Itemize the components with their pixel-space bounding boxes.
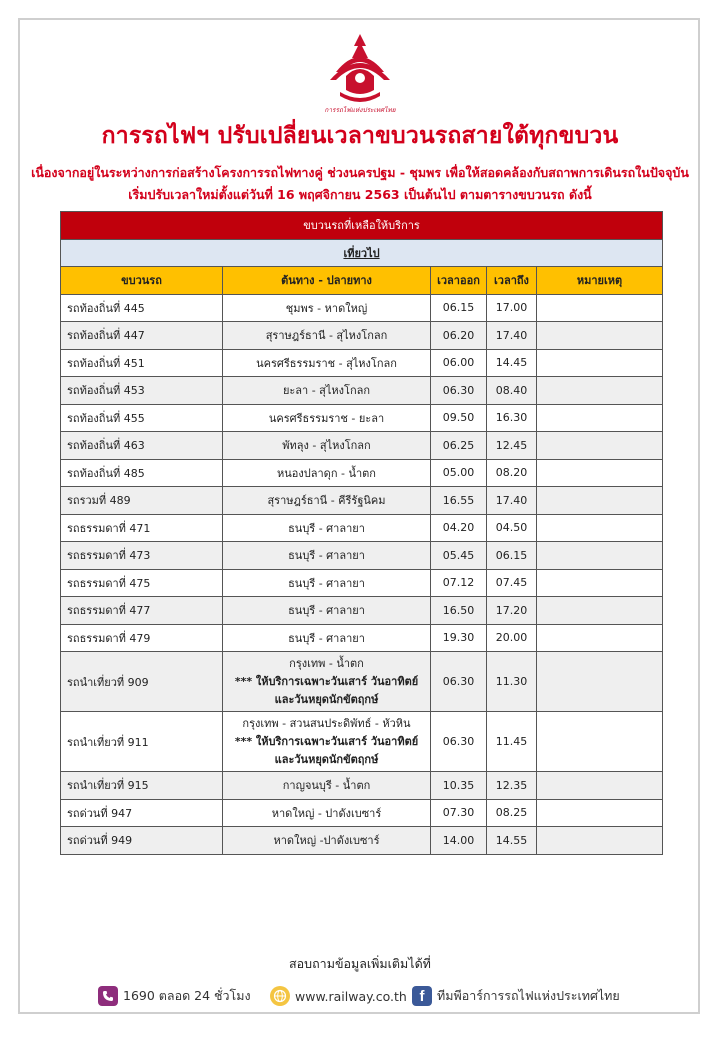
service-note: *** ให้บริการเฉพาะวันเสาร์ วันอาทิตย์	[234, 734, 419, 748]
arrive-time-cell: 11.30	[487, 652, 537, 712]
table-row	[61, 459, 663, 487]
remark-cell	[537, 569, 663, 597]
train-name-cell: รถด่วนที่ 949	[61, 827, 223, 855]
table-row	[61, 772, 663, 800]
table-row	[61, 827, 663, 855]
table-row	[61, 322, 663, 350]
service-note-cont: และวันหยุดนักขัตฤกษ์	[274, 752, 379, 766]
service-note: *** ให้บริการเฉพาะวันเสาร์ วันอาทิตย์	[234, 674, 419, 688]
route-cell: ยะลา - สุไหงโกลก	[223, 377, 431, 405]
page-title: การรถไฟฯ ปรับเปลี่ยนเวลาขบวนรถสายใต้ทุกขบวน	[101, 123, 619, 149]
train-name-cell: รถธรรมดาที่ 473	[61, 542, 223, 570]
globe-icon	[270, 986, 290, 1006]
col-header-train: ขบวนรถ	[61, 267, 223, 295]
facebook-contact[interactable]	[412, 984, 620, 1008]
depart-time-cell: 14.00	[431, 827, 487, 855]
depart-time-cell: 06.25	[431, 432, 487, 460]
route-cell: ธนบุรี - ศาลายา	[223, 597, 431, 625]
route-cell: นครศรีธรรมราช - สุไหงโกลก	[223, 349, 431, 377]
depart-time-cell: 05.00	[431, 459, 487, 487]
table-row	[61, 349, 663, 377]
route-text: กรุงเทพ - สวนสนประดิพัทธ์ - หัวหิน	[242, 716, 411, 730]
remark-cell	[537, 322, 663, 350]
train-name-cell: รถนำเที่ยวที่ 915	[61, 772, 223, 800]
col-header-route: ต้นทาง - ปลายทาง	[223, 267, 431, 295]
route-cell: สุราษฎร์ธานี - สุไหงโกลก	[223, 322, 431, 350]
remark-cell	[537, 542, 663, 570]
train-name-cell: รถธรรมดาที่ 475	[61, 569, 223, 597]
phone-text: 1690 ตลอด 24 ชั่วโมง	[123, 988, 251, 1003]
train-name-cell: รถท้องถิ่นที่ 485	[61, 459, 223, 487]
depart-time-cell: 05.45	[431, 542, 487, 570]
table-row	[61, 432, 663, 460]
train-name-cell: รถธรรมดาที่ 471	[61, 514, 223, 542]
website-contact[interactable]	[270, 984, 407, 1008]
route-cell: กาญจนบุรี - น้ำตก	[223, 772, 431, 800]
arrive-time-cell: 12.45	[487, 432, 537, 460]
depart-time-cell: 16.55	[431, 487, 487, 515]
depart-time-cell: 06.30	[431, 652, 487, 712]
remark-cell	[537, 624, 663, 652]
depart-time-cell: 19.30	[431, 624, 487, 652]
phone-icon	[98, 986, 118, 1006]
route-cell: สุราษฎร์ธานี - คีรีรัฐนิคม	[223, 487, 431, 515]
train-name-cell: รถท้องถิ่นที่ 455	[61, 404, 223, 432]
arrive-time-cell: 17.40	[487, 322, 537, 350]
col-header-depart: เวลาออก	[431, 267, 487, 295]
arrive-time-cell: 08.40	[487, 377, 537, 405]
train-name-cell: รถด่วนที่ 947	[61, 799, 223, 827]
table-row	[61, 404, 663, 432]
train-name-cell: รถนำเที่ยวที่ 911	[61, 712, 223, 772]
remark-cell	[537, 404, 663, 432]
depart-time-cell: 06.00	[431, 349, 487, 377]
remark-cell	[537, 349, 663, 377]
depart-time-cell: 06.30	[431, 377, 487, 405]
route-cell: ธนบุรี - ศาลายา	[223, 514, 431, 542]
section-label: เที่ยวไป	[61, 239, 663, 267]
depart-time-cell: 06.15	[431, 294, 487, 322]
depart-time-cell: 07.30	[431, 799, 487, 827]
table-row	[61, 377, 663, 405]
phone-contact	[98, 984, 251, 1008]
col-header-remark: หมายเหตุ	[537, 267, 663, 295]
arrive-time-cell: 12.35	[487, 772, 537, 800]
train-name-cell: รถท้องถิ่นที่ 451	[61, 349, 223, 377]
arrive-time-cell: 07.45	[487, 569, 537, 597]
table-row	[61, 514, 663, 542]
depart-time-cell: 06.20	[431, 322, 487, 350]
contact-title: สอบถามข้อมูลเพิ่มเติมได้ที่	[289, 956, 431, 971]
arrive-time-cell: 14.55	[487, 827, 537, 855]
arrive-time-cell: 08.25	[487, 799, 537, 827]
remark-cell	[537, 772, 663, 800]
arrive-time-cell: 16.30	[487, 404, 537, 432]
subtitle-line-2: เริ่มปรับเวลาใหม่ตั้งแต่วันที่ 16 พฤศจิกายน 2563 เป็นต้นไป ตามตารางขบวนรถ ดังนี้	[128, 187, 592, 202]
route-cell: หาดใหญ่ - ปาดังเบซาร์	[223, 799, 431, 827]
remark-cell	[537, 487, 663, 515]
remark-cell	[537, 294, 663, 322]
depart-time-cell: 07.12	[431, 569, 487, 597]
table-row	[61, 799, 663, 827]
arrive-time-cell: 14.45	[487, 349, 537, 377]
facebook-icon: f	[412, 986, 432, 1006]
remark-cell	[537, 652, 663, 712]
table-row	[61, 542, 663, 570]
route-cell: ธนบุรี - ศาลายา	[223, 569, 431, 597]
facebook-page-text[interactable]: ทีมพีอาร์การรถไฟแห่งประเทศไทย	[437, 988, 620, 1003]
arrive-time-cell: 17.20	[487, 597, 537, 625]
train-name-cell: รถรวมที่ 489	[61, 487, 223, 515]
route-cell: ชุมพร - หาดใหญ่	[223, 294, 431, 322]
train-name-cell: รถท้องถิ่นที่ 447	[61, 322, 223, 350]
train-name-cell: รถท้องถิ่นที่ 445	[61, 294, 223, 322]
arrive-time-cell: 17.40	[487, 487, 537, 515]
remark-cell	[537, 827, 663, 855]
footer-contacts	[0, 984, 720, 1008]
depart-time-cell: 10.35	[431, 772, 487, 800]
train-name-cell: รถธรรมดาที่ 477	[61, 597, 223, 625]
route-cell	[223, 712, 431, 772]
train-name-cell: รถท้องถิ่นที่ 463	[61, 432, 223, 460]
route-cell: หาดใหญ่ -ปาดังเบซาร์	[223, 827, 431, 855]
table-row	[61, 652, 663, 712]
col-header-arrive: เวลาถึง	[487, 267, 537, 295]
depart-time-cell: 16.50	[431, 597, 487, 625]
table-row	[61, 624, 663, 652]
depart-time-cell: 06.30	[431, 712, 487, 772]
route-text: กรุงเทพ - น้ำตก	[289, 656, 364, 670]
arrive-time-cell: 08.20	[487, 459, 537, 487]
website-link[interactable]: www.railway.co.th	[295, 988, 407, 1004]
route-cell: พัทลุง - สุไหงโกลก	[223, 432, 431, 460]
logo-text: การรถไฟแห่งประเทศไทย	[324, 106, 396, 114]
remark-cell	[537, 712, 663, 772]
arrive-time-cell: 06.15	[487, 542, 537, 570]
table-row	[61, 294, 663, 322]
table-banner: ขบวนรถที่เหลือให้บริการ	[61, 212, 663, 240]
arrive-time-cell: 17.00	[487, 294, 537, 322]
depart-time-cell: 04.20	[431, 514, 487, 542]
remark-cell	[537, 597, 663, 625]
service-note-cont: และวันหยุดนักขัตฤกษ์	[274, 692, 379, 706]
table-row	[61, 569, 663, 597]
remark-cell	[537, 459, 663, 487]
train-name-cell: รถท้องถิ่นที่ 453	[61, 377, 223, 405]
srt-logo	[322, 32, 398, 114]
route-cell: นครศรีธรรมราช - ยะลา	[223, 404, 431, 432]
route-cell: ธนบุรี - ศาลายา	[223, 542, 431, 570]
arrive-time-cell: 11.45	[487, 712, 537, 772]
train-name-cell: รถนำเที่ยวที่ 909	[61, 652, 223, 712]
schedule-table	[60, 211, 663, 855]
schedule-rows	[61, 294, 663, 854]
arrive-time-cell: 20.00	[487, 624, 537, 652]
remark-cell	[537, 432, 663, 460]
subtitle-line-1: เนื่องจากอยู่ในระหว่างการก่อสร้างโครงการรถไฟทางคู่ ช่วงนครปฐม - ชุมพร เพื่อให้สอดคล้องกับสถาพการเดินรถในปัจจุบัน	[31, 165, 689, 180]
table-row	[61, 712, 663, 772]
remark-cell	[537, 377, 663, 405]
remark-cell	[537, 799, 663, 827]
remark-cell	[537, 514, 663, 542]
arrive-time-cell: 04.50	[487, 514, 537, 542]
route-cell: ธนบุรี - ศาลายา	[223, 624, 431, 652]
route-cell: หนองปลาดุก - น้ำตก	[223, 459, 431, 487]
route-cell	[223, 652, 431, 712]
depart-time-cell: 09.50	[431, 404, 487, 432]
table-row	[61, 487, 663, 515]
table-row	[61, 597, 663, 625]
train-name-cell: รถธรรมดาที่ 479	[61, 624, 223, 652]
